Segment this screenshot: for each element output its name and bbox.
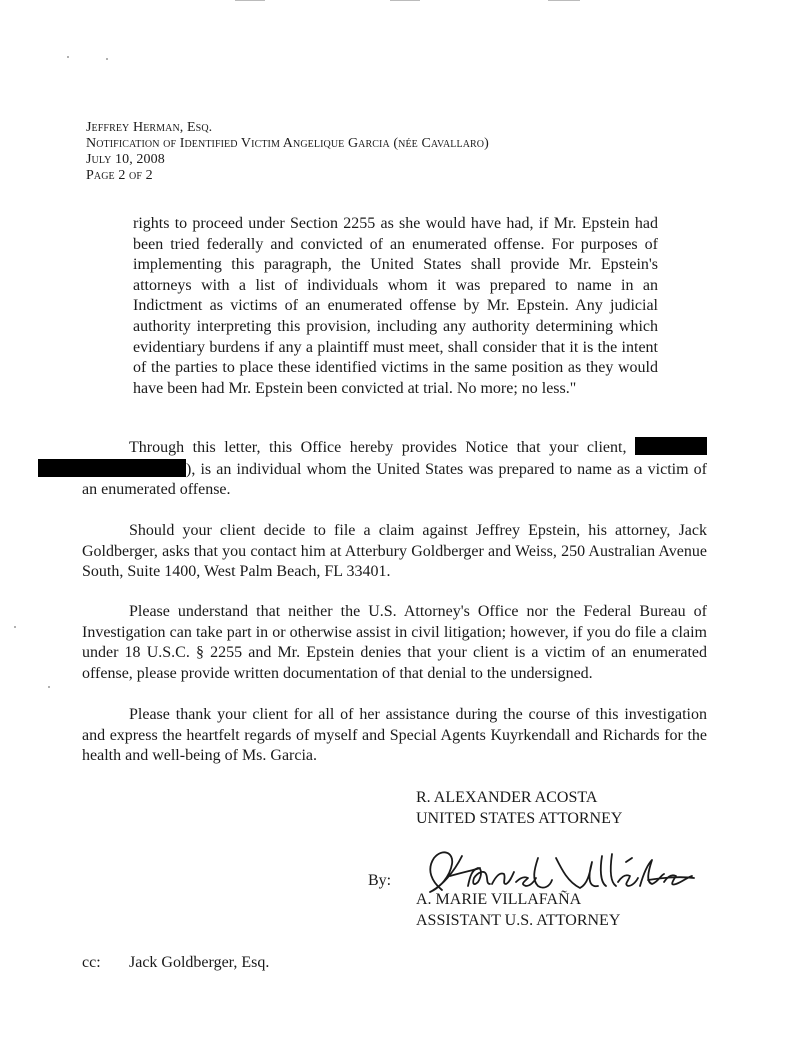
contact-paragraph: Should your client decide to file a claim against Jeffrey Epstein, his attorney, Jack Goldberger, asks that you contact him at Atterbury Goldberger and Weiss, 250 Australian Avenue South, Suite 1400, West Palm Beach, FL 33401. <box>82 522 707 581</box>
litigation-paragraph: Please understand that neither the U.S. Attorney's Office nor the Federal Bureau of Investigation can take part in or otherwise assist in civil litigation; however, if you do file a claim under 18 U.S.C. § 2255 and Mr. Epstein denies that your client is a victim of an enumerated offense, please provide written documentation of that denial to the undersigned. <box>82 603 707 682</box>
signer-title: ASSISTANT U.S. ATTORNEY <box>416 911 621 929</box>
scan-artifact-line <box>235 0 265 1</box>
cc-recipient: Jack Goldberger, Esq. <box>129 954 270 971</box>
attorney-title: UNITED STATES ATTORNEY <box>416 809 623 827</box>
scan-speck <box>14 626 16 628</box>
attorney-name: R. ALEXANDER ACOSTA <box>416 789 598 806</box>
thanks-paragraph: Please thank your client for all of her assistance during the course of this investigation and express the heartfelt regards of myself and Special Agents Kuyrkendall and Richards for the health and well-being of Ms. Garcia. <box>82 706 707 765</box>
scan-speck <box>67 56 69 58</box>
scan-artifact-line <box>548 0 580 1</box>
scan-speck <box>106 58 108 60</box>
scan-artifact-line <box>390 0 420 1</box>
signer-block <box>416 890 620 931</box>
cc-label: cc: <box>82 954 101 971</box>
header-recipient: Jeffrey Herman, Esq. <box>86 120 213 135</box>
scan-speck <box>48 686 50 688</box>
signer-name: A. MARIE VILLAFAÑA <box>416 891 582 908</box>
notice-paragraph <box>82 437 707 501</box>
letter-header <box>86 120 489 184</box>
redaction-bar <box>38 459 186 477</box>
header-subject: Notification of Identified Victim Angelique Garcia (née Cavallaro) <box>86 136 489 151</box>
header-date: July 10, 2008 <box>86 152 165 167</box>
notice-text-before: Through this letter, this Office hereby provides Notice that your client, <box>129 439 627 456</box>
header-page-number: Page 2 of 2 <box>86 168 153 183</box>
by-label: By: <box>368 872 392 889</box>
signature-block <box>416 788 622 829</box>
cc-line <box>82 954 269 972</box>
redaction-bar <box>635 437 707 455</box>
block-quote: rights to proceed under Section 2255 as she would have had, if Mr. Epstein had been tried federally and convicted of an enumerated offense. For purposes of implementing this paragraph, the United States shall provide Mr. Epstein's attorneys with a list of individuals whom it was prepared to name in an Indictment as victims of an enumerated offense by Mr. Epstein. Any judicial authority interpreting this provision, including any authority determining which evidentiary burdens if any a plaintiff must meet, shall consider that it is the intent of the parties to place these identified victims in the same position as they would have been had Mr. Epstein been convicted at trial. No more; no less." <box>133 215 658 397</box>
notice-text-after: ), is an individual whom the United States was prepared to name as a victim of an enumerated offense. <box>82 460 707 499</box>
